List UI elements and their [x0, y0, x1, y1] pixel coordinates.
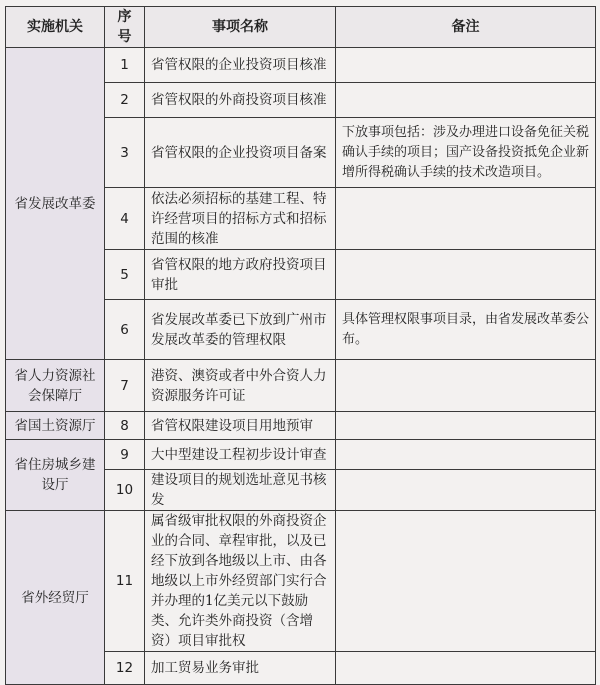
seq-cell: 5 [105, 250, 145, 300]
item-cell: 省发展改革委已下放到广州市发展改革委的管理权限 [145, 300, 336, 360]
agency-cell: 省外经贸厅 [6, 511, 105, 685]
item-cell: 省管权限的企业投资项目备案 [145, 118, 336, 188]
agency-cell: 省国土资源厅 [6, 412, 105, 440]
agency-cell: 省住房城乡建设厅 [6, 440, 105, 511]
item-cell: 依法必须招标的基建工程、特许经营项目的招标方式和招标范围的核准 [145, 188, 336, 250]
table-row [6, 511, 596, 652]
remark-cell: 下放事项包括：涉及办理进口设备免征关税确认手续的项目；国产设备投资抵免企业新增所得税确认手续的技术改造项目。 [336, 118, 596, 188]
seq-cell: 12 [105, 652, 145, 685]
seq-cell: 10 [105, 470, 145, 511]
item-cell: 属省级审批权限的外商投资企业的合同、章程审批，以及已经下放到各地级以上市、由各地级以上市外经贸部门实行合并办理的1亿美元以下鼓励类、允许类外商投资（含增资）项目审批权 [145, 511, 336, 652]
table-row [6, 360, 596, 412]
item-cell: 省管权限建设项目用地预审 [145, 412, 336, 440]
remark-cell [336, 652, 596, 685]
remark-cell [336, 440, 596, 470]
seq-cell: 2 [105, 83, 145, 118]
header-remark: 备注 [336, 7, 596, 48]
table-row [6, 48, 596, 83]
item-cell: 建设项目的规划选址意见书核发 [145, 470, 336, 511]
seq-cell: 11 [105, 511, 145, 652]
seq-cell: 7 [105, 360, 145, 412]
remark-cell [336, 360, 596, 412]
table-row [6, 440, 596, 470]
remark-cell [336, 511, 596, 652]
delegation-table [5, 6, 596, 685]
seq-cell: 9 [105, 440, 145, 470]
remark-cell [336, 83, 596, 118]
item-cell: 加工贸易业务审批 [145, 652, 336, 685]
remark-cell [336, 470, 596, 511]
table-header-row [6, 7, 596, 48]
agency-cell: 省发展改革委 [6, 48, 105, 360]
remark-cell [336, 188, 596, 250]
header-seq: 序号 [105, 7, 145, 48]
seq-cell: 1 [105, 48, 145, 83]
item-cell: 港资、澳资或者中外合资人力资源服务许可证 [145, 360, 336, 412]
item-cell: 省管权限的地方政府投资项目审批 [145, 250, 336, 300]
item-cell: 省管权限的企业投资项目核准 [145, 48, 336, 83]
remark-cell [336, 250, 596, 300]
seq-cell: 8 [105, 412, 145, 440]
table-row [6, 412, 596, 440]
item-cell: 省管权限的外商投资项目核准 [145, 83, 336, 118]
item-cell: 大中型建设工程初步设计审查 [145, 440, 336, 470]
header-agency: 实施机关 [6, 7, 105, 48]
seq-cell: 4 [105, 188, 145, 250]
remark-cell [336, 48, 596, 83]
agency-cell: 省人力资源社会保障厅 [6, 360, 105, 412]
seq-cell: 6 [105, 300, 145, 360]
header-item: 事项名称 [145, 7, 336, 48]
seq-cell: 3 [105, 118, 145, 188]
remark-cell [336, 412, 596, 440]
remark-cell: 具体管理权限事项目录，由省发展改革委公布。 [336, 300, 596, 360]
